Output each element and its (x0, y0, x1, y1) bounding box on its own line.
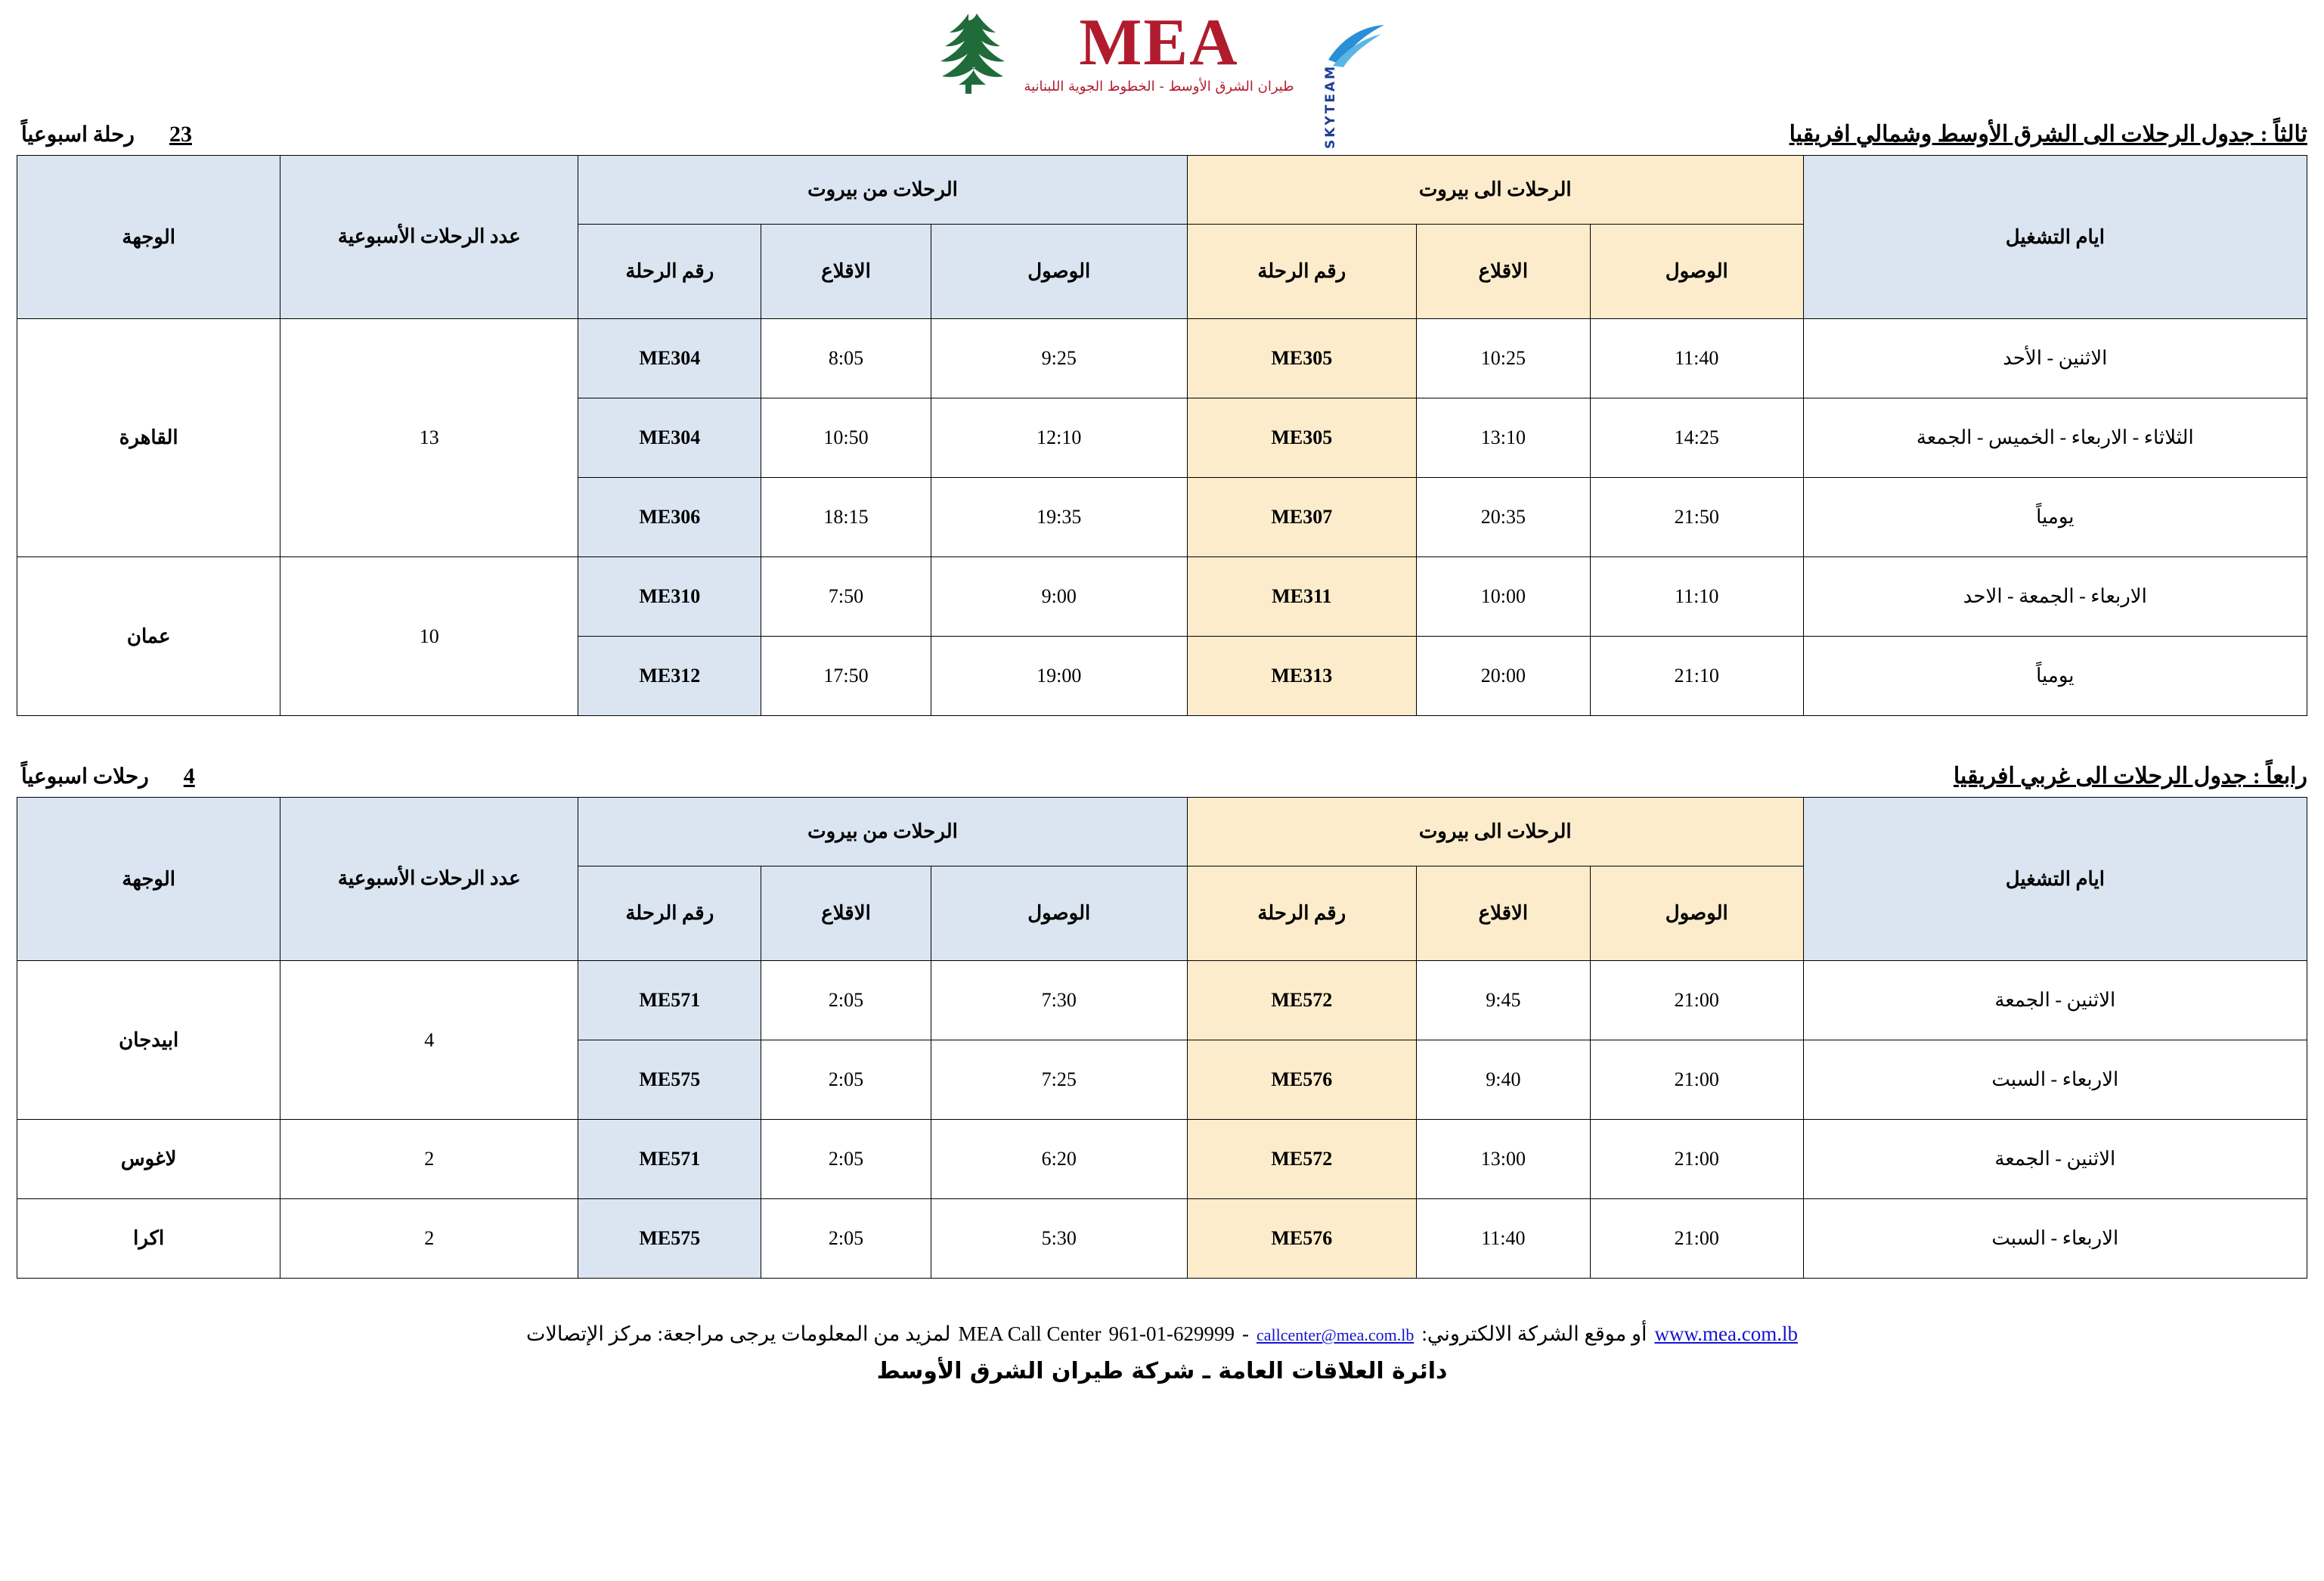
header-flights-from-beirut: الرحلات من بيروت (578, 798, 1188, 866)
cell-weekly-count: 10 (280, 557, 578, 716)
cell-arrival-from: 5:30 (931, 1199, 1187, 1279)
cell-days: يومياً (1803, 637, 2307, 716)
cell-departure-beirut: 20:35 (1416, 478, 1590, 557)
email-link[interactable]: callcenter@mea.com.lb (1256, 1325, 1415, 1344)
section-heading-middle-east (0, 121, 2324, 147)
cell-flight-from-beirut: ME575 (578, 1199, 761, 1279)
cell-days: الاثنين - الأحد (1803, 319, 2307, 398)
cell-arrival-from: 19:35 (931, 478, 1187, 557)
cell-departure-from: 17:50 (761, 637, 931, 716)
cell-departure-from: 2:05 (761, 1120, 931, 1199)
cell-arrival-from: 6:20 (931, 1120, 1187, 1199)
skyteam-logo (1308, 20, 1393, 150)
cell-flight-from-beirut: ME571 (578, 1120, 761, 1199)
cell-arrival-beirut: 21:00 (1590, 961, 1803, 1040)
cell-arrival-beirut: 21:00 (1590, 1120, 1803, 1199)
header-weekly-flights: عدد الرحلات الأسبوعية (280, 156, 578, 319)
cell-days: الاثنين - الجمعة (1803, 961, 2307, 1040)
cell-destination: عمان (17, 557, 280, 716)
cell-arrival-beirut: 11:10 (1590, 557, 1803, 637)
table1-header-row-top (17, 156, 2307, 225)
logo-lockup (927, 5, 1396, 150)
cell-weekly-count: 2 (280, 1199, 578, 1279)
section1-count-number: 23 (169, 122, 192, 147)
cell-departure-from: 7:50 (761, 557, 931, 637)
cell-arrival-beirut: 11:40 (1590, 319, 1803, 398)
mea-brand-text: MEA (1079, 5, 1239, 79)
section2-count-label: رحلات اسبوعياً (21, 765, 149, 789)
cell-departure-from: 2:05 (761, 961, 931, 1040)
call-center-label: MEA Call Center (958, 1322, 1102, 1345)
cell-destination: القاهرة (17, 319, 280, 557)
header-flight-number-from-beirut: رقم الرحلة (578, 866, 761, 961)
cell-arrival-from: 19:00 (931, 637, 1187, 716)
phone-dash: - (1241, 1322, 1249, 1345)
cell-days: الاثنين - الجمعة (1803, 1120, 2307, 1199)
page-footer (0, 1322, 2324, 1384)
cell-flight-from-beirut: ME575 (578, 1040, 761, 1120)
table-row (17, 961, 2307, 1040)
cell-destination: لاغوس (17, 1120, 280, 1199)
header-flights-to-beirut: الرحلات الى بيروت (1187, 798, 1803, 866)
cell-flight-from-beirut: ME310 (578, 557, 761, 637)
header-departure-from-beirut: الاقلاع (761, 866, 931, 961)
cell-days: الثلاثاء - الاربعاء - الخميس - الجمعة (1803, 398, 2307, 478)
cell-flight-from-beirut: ME571 (578, 961, 761, 1040)
cell-days: الاربعاء - السبت (1803, 1199, 2307, 1279)
cell-flight-to-beirut: ME305 (1187, 319, 1416, 398)
header-operating-days: ايام التشغيل (1803, 156, 2307, 319)
cell-destination: اكرا (17, 1199, 280, 1279)
cell-departure-from: 2:05 (761, 1199, 931, 1279)
section2-count-number: 4 (183, 764, 195, 789)
cell-arrival-beirut: 14:25 (1590, 398, 1803, 478)
cell-departure-from: 2:05 (761, 1040, 931, 1120)
header-arrival-from-beirut: الوصول (931, 866, 1187, 961)
cell-flight-to-beirut: ME572 (1187, 961, 1416, 1040)
footer-contact-line (30, 1322, 2294, 1346)
cell-arrival-from: 7:30 (931, 961, 1187, 1040)
cell-days: الاربعاء - الجمعة - الاحد (1803, 557, 2307, 637)
header-departure-to-beirut: الاقلاع (1416, 225, 1590, 319)
cell-departure-from: 18:15 (761, 478, 931, 557)
cell-arrival-beirut: 21:50 (1590, 478, 1803, 557)
skyteam-swoosh-icon (1324, 20, 1389, 70)
schedule-table-west-africa (17, 797, 2307, 1279)
header-flights-to-beirut: الرحلات الى بيروت (1187, 156, 1803, 225)
table2-header-row-top (17, 798, 2307, 866)
cell-arrival-from: 12:10 (931, 398, 1187, 478)
cell-departure-from: 10:50 (761, 398, 931, 478)
website-link[interactable]: www.mea.com.lb (1654, 1322, 1798, 1345)
mea-wordmark (1024, 5, 1294, 95)
header-flights-from-beirut: الرحلات من بيروت (578, 156, 1188, 225)
header-destination: الوجهة (17, 156, 280, 319)
cell-departure-beirut: 9:45 (1416, 961, 1590, 1040)
cedar-tree-icon (927, 11, 1010, 95)
section1-title: ثالثاً : جدول الرحلات الى الشرق الأوسط وشمالي افريقيا (1789, 122, 2307, 147)
cell-days: يومياً (1803, 478, 2307, 557)
cell-flight-to-beirut: ME305 (1187, 398, 1416, 478)
section1-count-group (21, 122, 555, 147)
website-label: أو موقع الشركة الالكتروني: (1421, 1322, 1647, 1345)
cell-days: الاربعاء - السبت (1803, 1040, 2307, 1120)
skyteam-text: SKYTEAM (1322, 64, 1338, 150)
cell-arrival-from: 9:25 (931, 319, 1187, 398)
table-row (17, 1199, 2307, 1279)
header-flight-number-from-beirut: رقم الرحلة (578, 225, 761, 319)
header-departure-from-beirut: الاقلاع (761, 225, 931, 319)
cell-flight-to-beirut: ME576 (1187, 1040, 1416, 1120)
cell-destination: ابيدجان (17, 961, 280, 1120)
footer-department: دائرة العلاقات العامة ـ شركة طيران الشرق الأوسط (876, 1358, 1448, 1384)
cell-weekly-count: 4 (280, 961, 578, 1120)
cell-flight-to-beirut: ME572 (1187, 1120, 1416, 1199)
section-spacer (0, 716, 2324, 755)
header-flight-number-to-beirut: رقم الرحلة (1187, 225, 1416, 319)
mea-arabic-subtitle: طيران الشرق الأوسط - الخطوط الجوية اللبنانية (1024, 79, 1294, 95)
call-center-phone: 961-01-629999 (1108, 1322, 1235, 1345)
cell-departure-beirut: 20:00 (1416, 637, 1590, 716)
cell-arrival-from: 9:00 (931, 557, 1187, 637)
cell-weekly-count: 2 (280, 1120, 578, 1199)
cell-flight-from-beirut: ME306 (578, 478, 761, 557)
header-arrival-to-beirut: الوصول (1590, 225, 1803, 319)
cell-flight-from-beirut: ME312 (578, 637, 761, 716)
cell-weekly-count: 13 (280, 319, 578, 557)
header-operating-days: ايام التشغيل (1803, 798, 2307, 961)
cell-arrival-from: 7:25 (931, 1040, 1187, 1120)
cell-flight-to-beirut: ME307 (1187, 478, 1416, 557)
table-row (17, 557, 2307, 637)
header-destination: الوجهة (17, 798, 280, 961)
header-arrival-from-beirut: الوصول (931, 225, 1187, 319)
cell-flight-to-beirut: ME576 (1187, 1199, 1416, 1279)
cell-departure-beirut: 13:10 (1416, 398, 1590, 478)
footer-intro-text: لمزيد من المعلومات يرجى مراجعة: مركز الإتصالات (526, 1322, 951, 1345)
table-row (17, 319, 2307, 398)
header-flight-number-to-beirut: رقم الرحلة (1187, 866, 1416, 961)
section-heading-west-africa (0, 763, 2324, 789)
section2-title: رابعاً : جدول الرحلات الى غربي افريقيا (1953, 764, 2307, 789)
schedule-table-middle-east (17, 155, 2307, 716)
section1-count-label: رحلة اسبوعياً (21, 123, 135, 147)
cell-flight-to-beirut: ME311 (1187, 557, 1416, 637)
cell-flight-from-beirut: ME304 (578, 319, 761, 398)
cell-arrival-beirut: 21:00 (1590, 1199, 1803, 1279)
cell-arrival-beirut: 21:10 (1590, 637, 1803, 716)
cell-arrival-beirut: 21:00 (1590, 1040, 1803, 1120)
cell-flight-from-beirut: ME304 (578, 398, 761, 478)
cell-departure-beirut: 11:40 (1416, 1199, 1590, 1279)
header-departure-to-beirut: الاقلاع (1416, 866, 1590, 961)
cell-departure-beirut: 9:40 (1416, 1040, 1590, 1120)
cell-departure-beirut: 10:00 (1416, 557, 1590, 637)
header-arrival-to-beirut: الوصول (1590, 866, 1803, 961)
cell-departure-beirut: 13:00 (1416, 1120, 1590, 1199)
section2-count-group (21, 764, 558, 789)
table-row (17, 1120, 2307, 1199)
cell-departure-beirut: 10:25 (1416, 319, 1590, 398)
cell-flight-to-beirut: ME313 (1187, 637, 1416, 716)
header-weekly-flights: عدد الرحلات الأسبوعية (280, 798, 578, 961)
cell-departure-from: 8:05 (761, 319, 931, 398)
